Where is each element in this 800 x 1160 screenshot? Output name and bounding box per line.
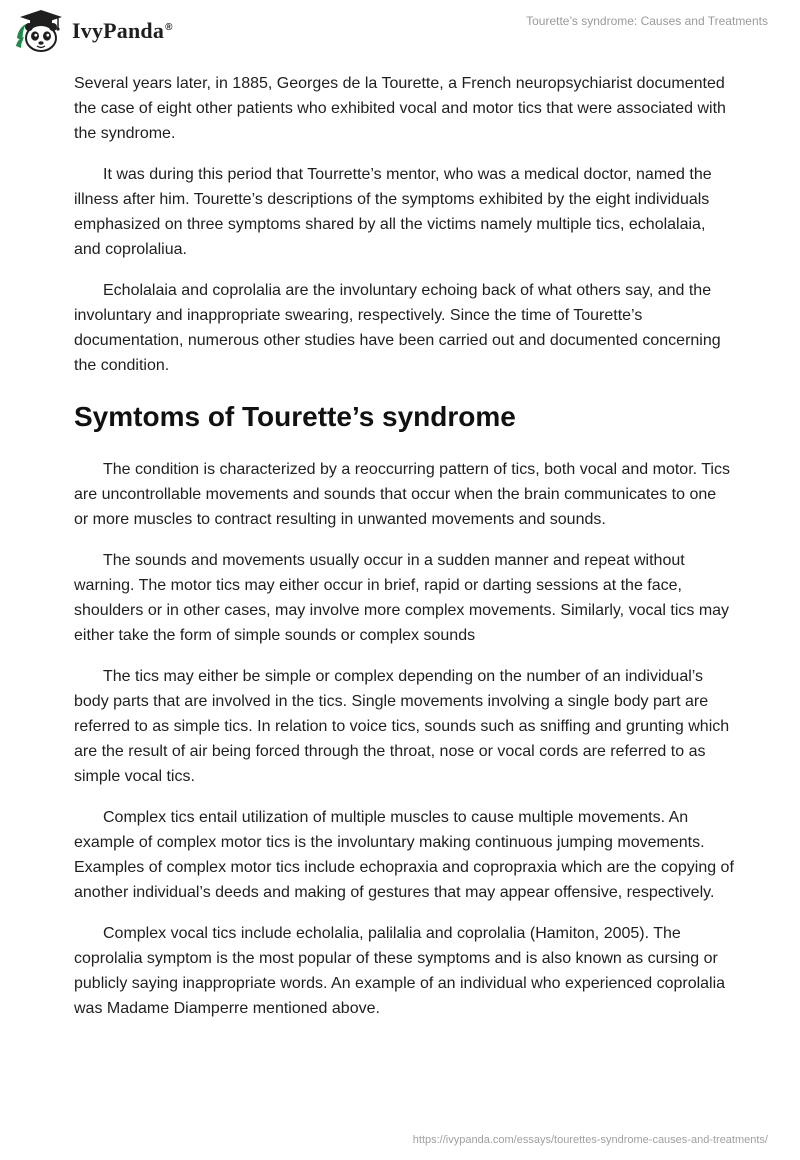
panda-graduate-logo-icon [14, 8, 64, 54]
source-url-link[interactable]: https://ivypanda.com/essays/tourettes-syndrome-causes-and-treatments/ [412, 1134, 768, 1146]
paragraph: Complex tics entail utilization of multiple muscles to cause multiple movements. An example of complex motor tics is the involuntary making continuous jumping movements. Examples of complex motor tics include echopraxia and copropraxia which are the copying of another individual’s deeds and making of gestures that may appear offensive, respectively. [74, 809, 734, 901]
brand-logo-link[interactable] [14, 8, 173, 54]
paragraph: Echolalaia and coprolalia are the involuntary echoing back of what others say, and the involuntary and inappropriate swearing, respectively. Since the time of Tourette’s documentation, numerous other studies have been carried out and documented concerning the condition. [74, 282, 721, 374]
paragraph: Complex vocal tics include echolalia, palilalia and coprolalia (Hamiton, 2005). The coprolalia symptom is the most popular of these symptoms and is also known as cursing or publicly saying inappropriate words. An example of an individual who experienced coprolalia was Madame Diamperre mentioned above. [74, 925, 726, 1017]
section-heading: Symtoms of Tourette’s syndrome [74, 401, 516, 432]
paragraph: Several years later, in 1885, Georges de la Tourette, a French neuropsychiarist documented the case of eight other patients who exhibited vocal and motor tics that were associated with the syndrome. [74, 75, 726, 142]
paragraph: The sounds and movements usually occur in a sudden manner and repeat without warning. The motor tics may either occur in brief, rapid or darting sessions at the face, shoulders or in other cases, may involve more complex movements. Similarly, vocal tics may either take the form of simple sounds or complex sounds [74, 552, 730, 644]
paragraph: The condition is characterized by a reoccurring pattern of tics, both vocal and motor. Tics are uncontrollable movements and sounds that occur when the brain communicates to one or more muscles to contract resulting in unwanted movements and sounds. [74, 461, 730, 528]
essay-title: Tourette’s syndrome: Causes and Treatments [526, 14, 768, 28]
brand-name: IvyPanda® [72, 18, 173, 43]
paragraph: It was during this period that Tourrette’s mentor, who was a medical doctor, named the illness after him. Tourette’s descriptions of the symptoms exhibited by the eight individuals emphasized on three symptoms shared by all the victims namely multiple tics, echolalaia, and coprolaliua. [74, 166, 712, 258]
registered-mark: ® [165, 21, 173, 33]
essay-body [74, 71, 734, 1037]
paragraph: The tics may either be simple or complex depending on the number of an individual’s body parts that are involved in the tics. Single movements involving a single body part are referred to as simple tics. In relation to voice tics, sounds such as sniffing and grunting which are the result of air being forced through the throat, nose or vocal cords are referred to as simple vocal tics. [74, 668, 730, 785]
page-header [0, 0, 800, 60]
